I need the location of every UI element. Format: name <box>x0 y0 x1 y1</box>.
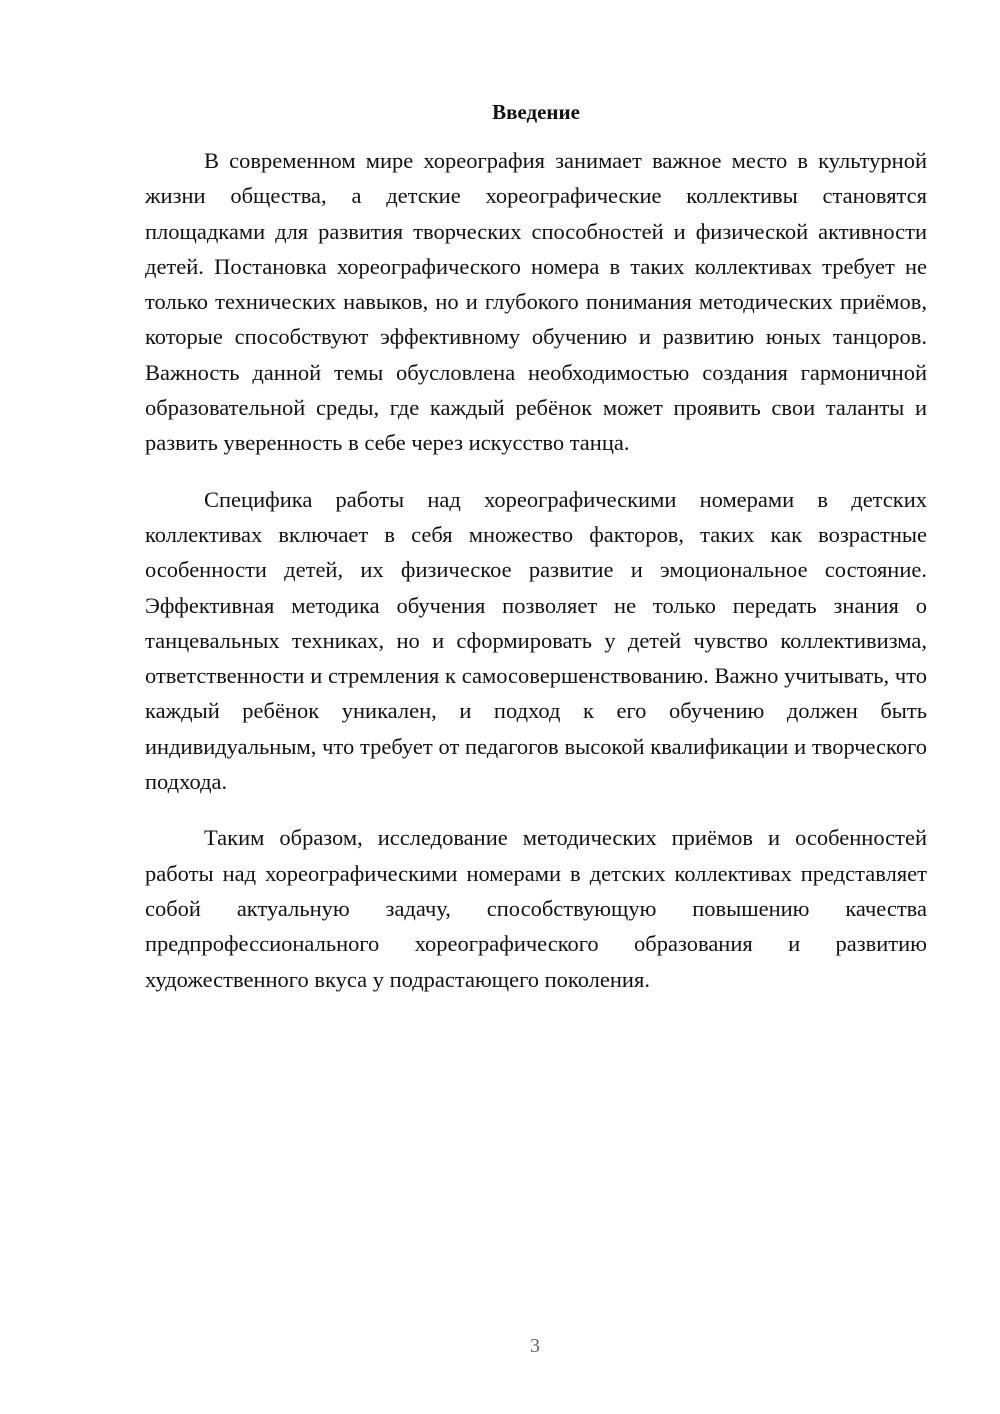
body-text <box>145 143 927 1018</box>
section-heading: Введение <box>492 100 580 124</box>
paragraph-2: Специфика работы над хореографическими номерами в детских коллективах включает в себя множество факторов, таких как возрастные особенности детей, их физическое развитие и эмоциональное состояние. Эффективная методика обучения позволяет не только передать знания о танцевальных техниках, но и сформировать у детей чувство коллективизма, ответственности и стремления к самосовершенствованию. Важно учитывать, что каждый ребёнок уникален, и подход к его обучению должен быть индивидуальным, что требует от педагогов высокой квалификации и творческого подхода. <box>145 486 927 795</box>
page-number: 3 <box>530 1335 540 1357</box>
paragraph-3: Таким образом, исследование методических приёмов и особенностей работы над хореографическими номерами в детских коллективах представляет собой актуальную задачу, способствующую повышению качества предпрофессионального хореографического образования и развитию художественного вкуса у подрастающего поколения. <box>145 825 927 992</box>
paragraph-1: В современном мире хореография занимает важное место в культурной жизни общества, а детские хореографические коллективы становятся площадками для развития творческих способностей и физической активности детей. Постановка хореографического номера в таких коллективах требует не только технических навыков, но и глубокого понимания методических приёмов, которые способствуют эффективному обучению и развитию юных танцоров. Важность данной темы обусловлена необходимостью создания гармоничной образовательной среды, где каждый ребёнок может проявить свои таланты и развить уверенность в себе через искусство танца. <box>145 148 927 456</box>
